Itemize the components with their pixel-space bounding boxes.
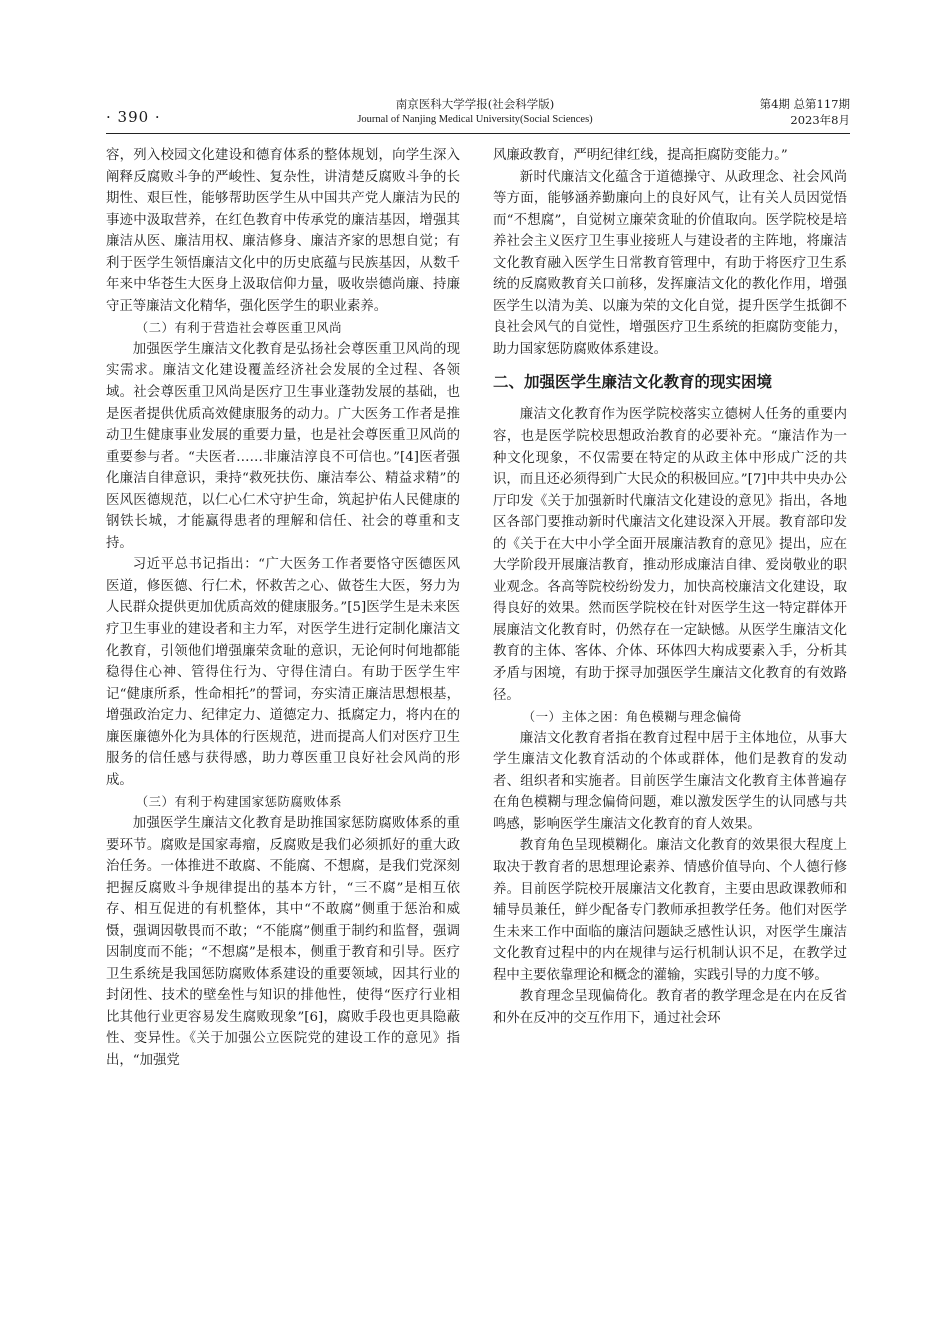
journal-title-en: Journal of Nanjing Medical University(Social Sciences) [357,114,593,125]
subsection-heading: （三）有利于构建国家惩防腐败体系 [135,794,342,810]
paragraph: 加强医学生廉洁文化教育是弘扬社会尊医重卫风尚的现实需求。廉洁文化建设覆盖经济社会发展的全过程、各领域。社会尊医重卫风尚是医疗卫生事业蓬勃发展的基础，也是医者提供优质高效健康服务的动力。广大医务工作者是推动卫生健康事业发展的重要力量，也是社会尊医重卫风尚的重要参与者。“夫医者……非廉洁淳良不可信也。”[4]医者强化廉洁自律意识，秉持“救死扶伤、廉洁奉公、精益求精”的医风医德规范，以仁心仁术守护生命，筑起护佑人民健康的钢铁长城，才能赢得患者的理解和信任、社会的尊重和支持。 [106,341,460,551]
paragraph: 廉洁文化教育者指在教育过程中居于主体地位，从事大学生廉洁文化教育活动的个体或群体，他们是教育的发动者、组织者和实施者。目前医学生廉洁文化教育主体普遍存在角色模糊与理念偏倚问题，难以激发医学生的认同感与共鸣感，影响医学生廉洁文化教育的育人效果。 [493,730,847,832]
issue-date: 2023年8月 [790,113,850,127]
paragraph: 教育角色呈现模糊化。廉洁文化教育的效果很大程度上取决于教育者的思想理论素养、情感价值导向、个人德行修养。目前医学院校开展廉洁文化教育，主要由思政课教师和辅导员兼任，鲜少配备专门教师承担教学任务。他们对医学生未来工作中面临的廉洁问题缺乏感性认识，对医学生廉洁文化教育过程中的内在规律与运行机制认识不足，在教学过程中主要依靠理论和概念的灌输，实践引导的力度不够。 [493,838,847,983]
section-heading: 二、加强医学生廉洁文化教育的现实困境 [493,373,773,392]
paragraph: 习近平总书记指出：“广大医务工作者要恪守医德医风医道，修医德、行仁术，怀救苦之心、做苍生大医，努力为人民群众提供更加优质高效的健康服务。”[5]医学生是未来医疗卫生事业的建设者和主力军，对医学生进行定制化廉洁文化教育，引领他们增强廉荣贪耻的意识，无论何时何地都能稳得住心神、管得住行为、守得住清白。有助于医学生牢记“健康所系，性命相托”的誓词，夯实清正廉洁思想根基，增强政治定力、纪律定力、道德定力、抵腐定力，将内在的廉医廉德外化为具体的行医规范，进而提高人们对医疗卫生服务的信任感与获得感，助力尊医重卫良好社会风尚的形成。 [106,557,460,788]
issue-info [760,96,850,128]
left-column [106,145,460,1245]
right-column [493,145,847,1245]
paragraph: 风廉政教育，严明纪律红线，提高拒腐防变能力。” [493,148,788,163]
journal-title-cn: 南京医科大学学报(社会科学版) [395,97,555,111]
subsection-heading: （一）主体之困：角色模糊与理念偏倚 [522,709,742,725]
journal-title [300,96,650,127]
issue-number: 第4期 总第117期 [759,97,850,111]
paragraph: 教育理念呈现偏倚化。教育者的教学理念是在内在反省和外在反冲的交互作用下，通过社会环 [493,989,847,1026]
page-number: · 390 · [106,108,161,126]
paragraph: 新时代廉洁文化蕴含于道德操守、从政理念、社会风尚等方面，能够涵养勤廉向上的良好风气，让有关人员因觉悟而“不想腐”，自觉树立廉荣贪耻的价值取向。医学院校是培养社会主义医疗卫生事业接班人与建设者的主阵地，将廉洁文化教育融入医学生日常教育管理中，有助于将医疗卫生系统的反腐败教育关口前移，发挥廉洁文化的教化作用，增强医学生以清为美、以廉为荣的文化自觉，提升医学生抵御不良社会风气的自觉性，增强医疗卫生系统的拒腐防变能力，助力国家惩防腐败体系建设。 [493,169,847,357]
subsection-heading: （二）有利于营造社会尊医重卫风尚 [135,320,342,336]
paragraph: 加强医学生廉洁文化教育是助推国家惩防腐败体系的重要环节。腐败是国家毒瘤，反腐败是我们必须抓好的重大政治任务。一体推进不敢腐、不能腐、不想腐，是我们党深刻把握反腐败斗争规律提出的基本方针，“三不腐”是相互依存、相互促进的有机整体，其中“不敢腐”侧重于惩治和威慑，强调因敬畏而不敢；“不能腐”侧重于制约和监督，强调因制度而不能；“不想腐”是根本，侧重于教育和引导。医疗卫生系统是我国惩防腐败体系建设的重要领域，因其行业的封闭性、技术的壁垒性与知识的排他性，使得“医疗行业相比其他行业更容易发生腐败现象”[6]，腐败手段也更具隐蔽性、变异性。《关于加强公立医院党的建设工作的意见》指出，“加强党 [106,815,460,1068]
header-rule [106,133,850,134]
paragraph: 廉洁文化教育作为医学院校落实立德树人任务的重要内容，也是医学院校思想政治教育的必要补充。“廉洁作为一种文化现象，不仅需要在特定的从政主体中形成广泛的共识，而且还必须得到广大民众的积极回应。”[7]中共中央办公厅印发《关于加强新时代廉洁文化建设的意见》指出，各地区各部门要推动新时代廉洁文化建设深入开展。教育部印发的《关于在大中小学全面开展廉洁教育的意见》提出，应在大学阶段开展廉洁教育，推动形成廉洁自律、爱岗敬业的职业观念。各高等院校纷纷发力，加快高校廉洁文化建设，取得良好的效果。然而医学院校在针对医学生这一特定群体开展廉洁文化教育时，仍然存在一定缺憾。从医学生廉洁文化教育的主体、客体、介体、环体四大构成要素入手，分析其矛盾与困境，有助于探寻加强医学生廉洁文化教育的有效路径。 [493,407,847,703]
paragraph: 容，列入校园文化建设和德育体系的整体规划，向学生深入阐释反腐败斗争的严峻性、复杂性，讲清楚反腐败斗争的长期性、艰巨性，能够帮助医学生从中国共产党人廉洁为民的事迹中汲取营养，在红色教育中传承党的廉洁基因，增强其廉洁从医、廉洁用权、廉洁修身、廉洁齐家的思想自觉；有利于医学生领悟廉洁文化中的历史底蕴与民族基因，从数千年来中华苍生大医身上汲取信仰力量，吸收崇德尚廉、持廉守正等廉洁文化精华，强化医学生的职业素养。 [106,148,460,314]
